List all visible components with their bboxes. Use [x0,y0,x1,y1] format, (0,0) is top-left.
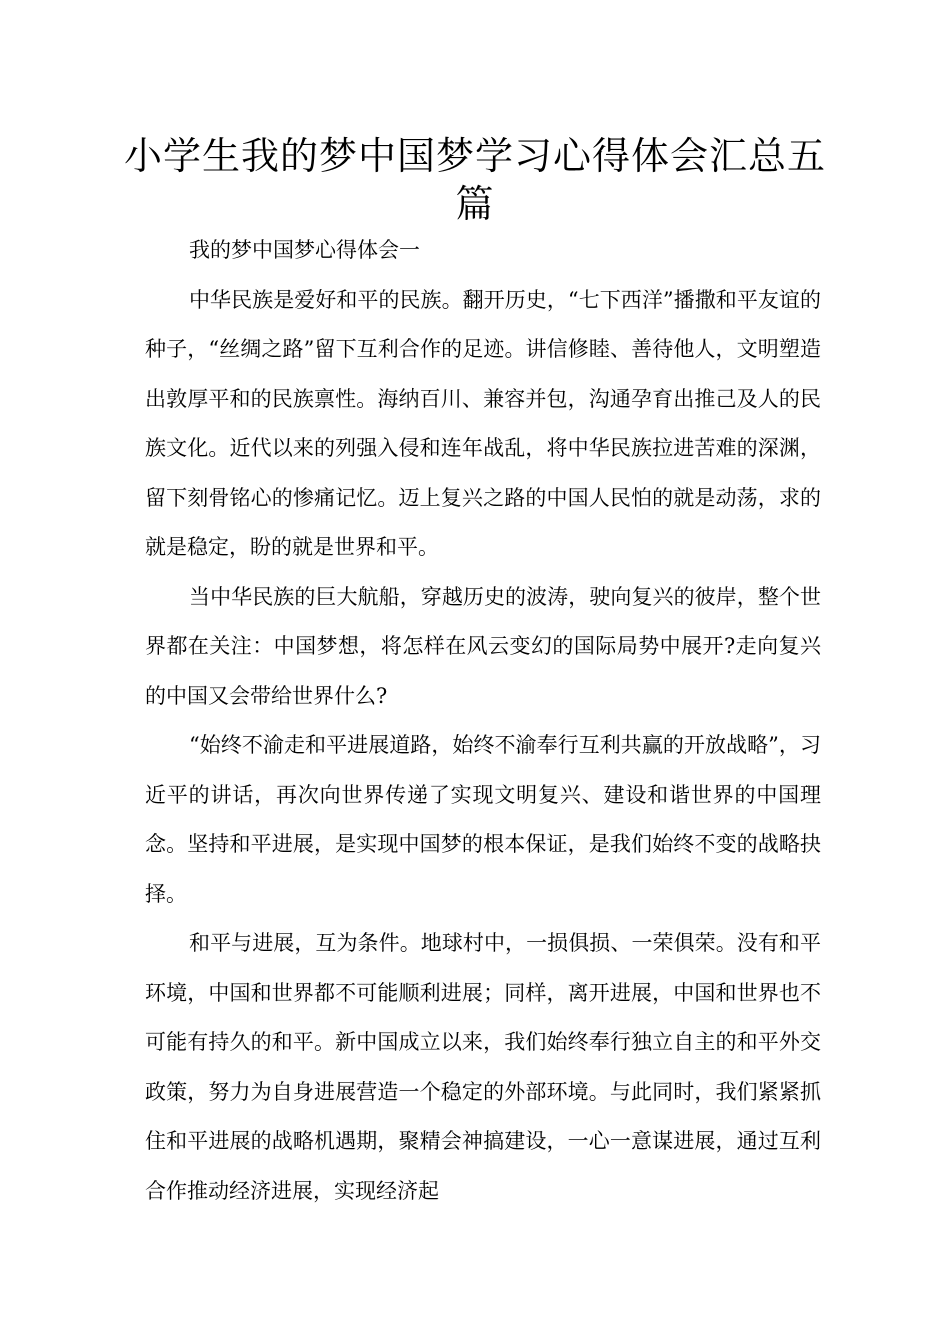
paragraph-4: 和平与进展，互为条件。地球村中，一损俱损、一荣俱荣。没有和平环境，中国和世界都不可能顺利进展；同样，离开进展，中国和世界也不可能有持久的和平。新中国成立以来，我们始终奉行独立自主的和平外交政策，努力为自身进展营造一个稳定的外部环境。与此同时，我们紧紧抓住和平进展的战略机遇期，聚精会神搞建设，一心一意谋进展，通过互利合作推动经济进展，实现经济起 [145,931,821,1203]
paragraph-1: 中华民族是爱好和平的民族。翻开历史，“七下西洋”播撒和平友谊的种子，“丝绸之路”留下互利合作的足迹。讲信修睦、善待他人，文明塑造出敦厚平和的民族禀性。海纳百川、兼容并包，沟通孕育出推己及人的民族文化。近代以来的列强入侵和连年战乱，将中华民族拉进苦难的深渊，留下刻骨铭心的惨痛记忆。迈上复兴之路的中国人民怕的就是动荡，求的就是稳定，盼的就是世界和平。 [145,287,821,559]
document-body [145,226,821,1216]
paragraph-3: “始终不渝走和平进展道路，始终不渝奉行互利共赢的开放战略”，习近平的讲话，再次向世界传递了实现文明复兴、建设和谐世界的中国理念。坚持和平进展，是实现中国梦的根本保证，是我们始终不变的战略抉择。 [145,733,821,906]
paragraph-2: 当中华民族的巨大航船，穿越历史的波涛，驶向复兴的彼岸，整个世界都在关注：中国梦想，将怎样在风云变幻的国际局势中展开?走向复兴的中国又会带给世界什么? [145,584,821,708]
document-title: 小学生我的梦中国梦学习心得体会汇总五篇 [123,134,826,226]
section-heading: 我的梦中国梦心得体会一 [189,238,420,262]
